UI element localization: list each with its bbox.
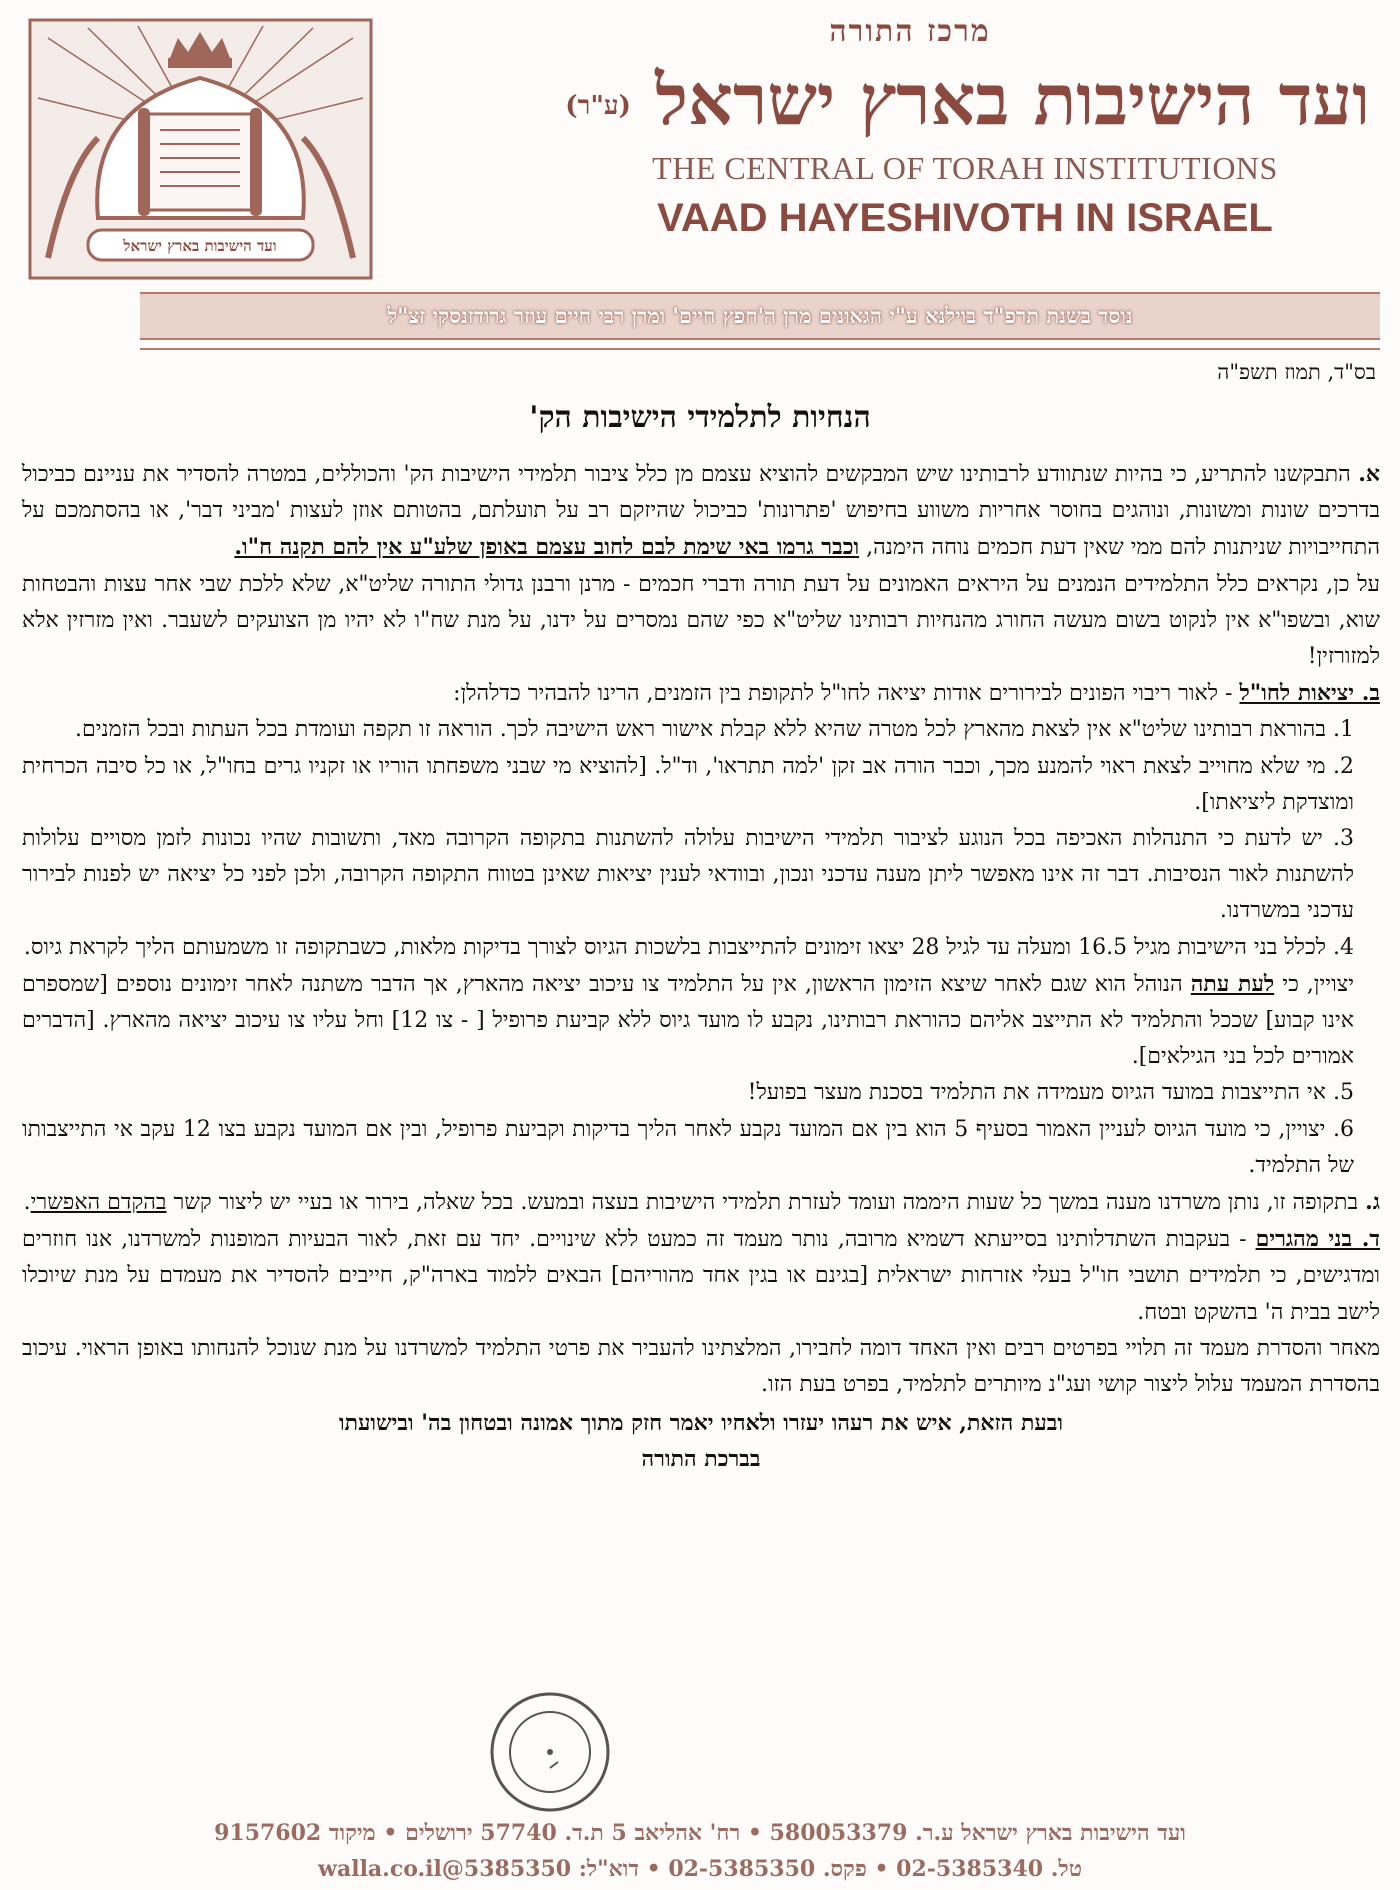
paragraph-a-label: א.: [1358, 461, 1380, 487]
header-english-line1: THE CENTRAL OF TORAH INSTITUTIONS: [652, 150, 1278, 186]
header-main-suffix: (ע"ר): [565, 91, 631, 121]
founded-banner: נוסד בשנת תרפ"ד בוילנא ע"י הגאונים מרן ה'חפץ חיים' ומרן רבי חיים עוזר גרודזנסקי זצ"ל: [140, 292, 1380, 340]
paragraph-a: [22, 456, 1380, 567]
paragraph-d2: מאחר והסדרת מעמד זה תלויי בפרטים רבים ואין האחד דומה לחבירו, המלצתינו להעביר את פרטי התלמיד למשרדנו על מנת שנוכל להנחותו באופן הראוי. עיכוב בהסדרת המעמד עלול ליצור קושי ועג"נ מיותרים לתלמיד, בפרט בעת הזו.: [22, 1335, 1380, 1398]
note-paragraph: [22, 966, 1380, 1076]
paragraph-b-text: - לאור ריבוי הפונים לבירורים אודות יציאה לחו"ל לתקופת בין הזמנים, הרינו להבהיר כדלהלן:: [453, 681, 1240, 707]
paragraph-d: [22, 1221, 1380, 1331]
header-divider: [140, 348, 1380, 350]
header-main-title: [440, 58, 1370, 142]
paragraph-g-text: בתקופה זו, נותן משרדנו מענה במשך כל שעות היממה ועומד לעזרת תלמידי הישיבות בעצה ובמעש. בכל שאלה, בירור או בעיי יש ליצור קשר: [166, 1190, 1366, 1216]
paragraph-d-text: - בעקבות השתדלותינו בסייעתא דשמיא מרובה, נותר מעמד זה כמעט ללא שינויים. יחד עם זאת, לאור הבעיות המופנות למשרדנו, אנו חוזרים ומדגישים, כי תלמידים תושבי חו"ל בעלי אזרחות ישראלית [בגינם או בגין אחד מהוריהם] הבאים ללמוד בארה"ק, חייבים להסדיר את מעמדם על מנת שיוכלו לישב בבית ה' בהשקט ובטח.: [22, 1227, 1380, 1325]
paragraph-g: [22, 1184, 1380, 1221]
note-emphasis: לעת עתה: [1190, 970, 1275, 997]
closing-line: ובעת הזאת, איש את רעהו יעזרו ולאחיו יאמר חזק מתוך אמונה ובטחון בה' ובישועתו: [338, 1410, 1064, 1437]
header-main-text: ועד הישיבות בארץ ישראל: [655, 58, 1370, 141]
list-item-2: 2. מי שלא מחוייב לצאת ראוי להמנע מכך, וכבר הורה אב זקן 'למה תתראו', וד"ל. [להוציא מי שבני משפחתו הוריו או זקניו גרים בחו"ל, או כל סיבה הכרחית ומוצדקת ליציאתו].: [22, 753, 1354, 815]
note-post: הנוהל הוא שגם לאחר שיצא הזימון הראשון, אין על התלמיד צו עיכוב יציאה מהארץ, אך הדבר משתנה לאחר זימונים נוספים [שמספרם אינו קבוע] שככל והתלמיד לא התייצב אליהם כהוראת רבותינו, נקבע לו מועד גיוס ללא קביעת פרופיל [ - צו 12] וחל עליו צו עיכוב יציאה מהארץ. [הדברים אמורים לכל בני הגילאים].: [22, 971, 1355, 1070]
document-date: בס"ד, תמוז תשפ"ה: [1217, 360, 1376, 384]
document-body: [22, 456, 1380, 1478]
note-pre: יצויין, כי: [1274, 971, 1354, 997]
footer-contact: טל. 02-5385340 • פקס. 02-5385350 • דוא"ל: 5385350@walla.co.il: [318, 1856, 1082, 1882]
official-stamp: [486, 1688, 614, 1816]
list-item-4: 4. לכלל בני הישיבות מגיל 16.5 ומעלה עד לגיל 28 יצאו זימונים להתייצבות בלשכות הגיוס לצורך בדיקות מלאות, כשבתקופה זו משמעותם הליך לקראת גיוס.: [23, 934, 1354, 960]
paragraph-a-emphasis: וכבר גרמו באי שימת לבם לחוב עצמם באופן שלע"ע אין להם תקנה ח"ו.: [234, 534, 860, 561]
organization-logo: [28, 18, 373, 280]
list-item-5: 5. אי התייצבות במועד הגיוס מעמידה את התלמיד בסכנת מעצר בפועל!: [747, 1080, 1354, 1106]
paragraph-intro2: על כן, נקראים כלל התלמידים הנמנים על היראים האמונים על דעת תורה ודברי חכמים - מרנן ורבנן גדולי התורה שליט"א, שלא ללכת שבי אחר עצות והבטחות שוא, ובשפו"א אין לנקוט בשום מעשה החורג מהנחיות רבותינו שליט"א כפי שהם נמסרים על ידנו, על מנת שח"ו לא יהיו מן הצועקים לשעבר. ואין מזרזין אלא למזורזין!: [22, 571, 1380, 670]
paragraph-b-label: ב. יציאות לחו"ל: [1239, 680, 1380, 707]
paragraph-b: [22, 675, 1380, 712]
list-item-6: 6. יצויין, כי מועד הגיוס לעניין האמור בסעיף 5 הוא בין אם המועד נקבע לאחר הליך בדיקות וקביעת פרופיל, ובין אם המועד נקבע בצו 12 עקב אי התייצבותו של התלמיד.: [22, 1116, 1354, 1178]
footer-address: ועד הישיבות בארץ ישראל ע.ר. 580053379 • רח' אהליאב 5 ת.ד. 57740 ירושלים • מיקוד 9157602: [214, 1820, 1186, 1846]
paragraph-g-underline: בהקדם האפשרי: [30, 1190, 167, 1216]
header-english-line2: VAAD HAYESHIVOTH IN ISRAEL: [657, 196, 1273, 240]
paragraph-g-end: .: [23, 1190, 31, 1216]
paragraph-a-text: התבקשנו להתריע, כי בהיות שנתוודע לרבותינו שיש המבקשים להוציא עצמם מן כלל ציבור תלמידי הישיבות הק' והכוללים, במטרה להסדיר את עניינם כביכול בדרכים שונות ומשונות, ונוהגים בחוסר אחריות משווע בחיפוש 'פתרונות' כביכול שהיזקם רב על תועלתם, בהטותם אוזן לעצות 'מביני דבר', או בהסתמכם על התחייבויות שניתנות להם ממי שאין דעת חכמים נוחה הימנה,: [22, 462, 1380, 561]
closing-blessing: בברכת התורה: [641, 1446, 761, 1473]
list-item-3: 3. יש לדעת כי התנהלות האכיפה בכל הנוגע לציבור תלמידי הישיבות עלולה להשתנות בתקופה הקרובה מאד, ותשובות שהיו נכונות לזמן מסויים עלולות להשתנות לאור הנסיבות. דבר זה אינו מאפשר ליתן מענה עדכני ונכון, ובוודאי לענין יציאות שאינן בטווח התקופה הקרובה, ולכן לפני כל יציאה יש לפנות לבירור עדכני במשרדנו.: [22, 826, 1355, 924]
document-title: הנחיות לתלמידי הישיבות הק': [529, 400, 871, 435]
list-item-1: 1. בהוראת רבותינו שליט"א אין לצאת מהארץ לכל מטרה שהיא ללא קבלת אישור ראש הישיבה לכך. הוראה זו תקפה ועומדת בכל העתות ובכל הזמנים.: [75, 717, 1354, 743]
paragraph-g-label: ג.: [1365, 1189, 1380, 1216]
paragraph-d-label: ד. בני מהגרים: [1255, 1226, 1380, 1253]
header-small-title: מרכז התורה: [829, 14, 991, 49]
logo-banner-text: ועד הישיבות בארץ ישראל: [123, 237, 277, 255]
